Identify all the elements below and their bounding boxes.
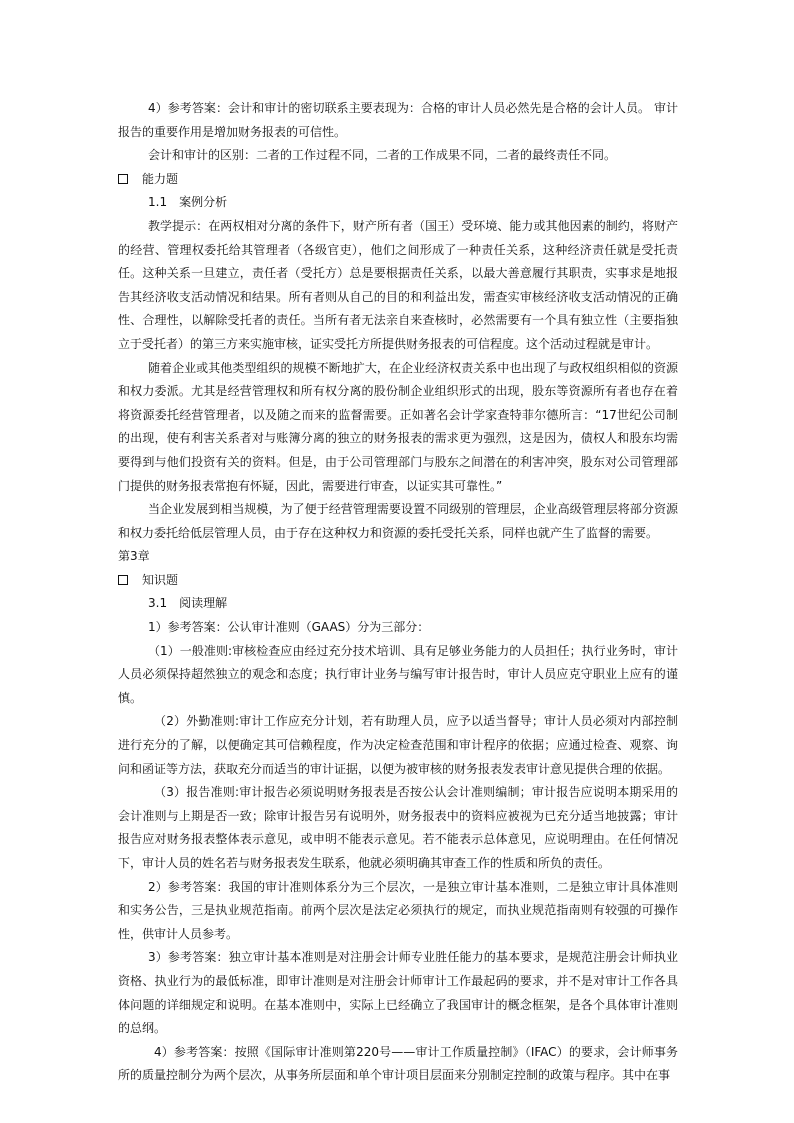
section-ability-label: 能力题 [142,171,179,186]
paragraph-general-standards: （1）一般准则:审核检查应由经过充分技术培训、具有足够业务能力的人员担任；执行业务时，审计人员必须保持超然独立的观念和态度；执行审计业务与编写审计报告时，审计人员应克守职业上应有的谨慎。 [118,643,678,705]
checkbox-square-icon [118,575,128,585]
paragraph-enterprise-scale: 随着企业或其他类型组织的规模不断地扩大，在企业经济权责关系中也出现了与政权组织相似的资源和权力委派。尤其是经营管理权和所有权分离的股份制企业组织形式的出现，股东等资源所有者也存在着将资源委托经营管理者，以及随之而来的监督需要。正如著名会计学家查特菲尔德所言：“17世纪公司制的出现，使有利害关系者对与账簿分离的独立的财务报表的需求更为强烈，这是因为，债权人和股东均需要得到与他们投资有关的资料。但是，由于公司管理部门与股东之间潜在的利害冲突，股东对公司管理部门提供的财务报表常抱有怀疑，因此，需要进行审查，以证实其可靠性。” [118,360,678,493]
paragraph-answer-3: 3）参考答案：独立审计基本准则是对注册会计师专业胜任能力的基本要求，是规范注册会计师执业资格、执业行为的最低标准，即审计准则是对注册会计师审计工作最起码的要求，并不是对审计工作各具体问题的详细规定和说明。在基本准则中，实际上已经确立了我国审计的概念框架，是各个具体审计准则的总纲。 [118,950,678,1036]
checkbox-square-icon [118,174,128,184]
chapter-heading: 第3章 [118,549,150,564]
paragraph-reporting-standards: （3）报告准则:审计报告必须说明财务报表是否按公认会计准则编制；审计报告应说明本期采用的会计准则与上期是否一致；除审计报告另有说明外，财务报表中的资料应被视为已充分适当地披露；审计报告应对财务报表整体表示意见，或申明不能表示意见。若不能表示总体意见，应说明理由。在任何情况下，审计人员的姓名若与财务报表发生联系，他就必须明确其审查工作的性质和所负的责任。 [118,785,678,870]
paragraph-management-levels: 当企业发展到相当规模，为了便于经营管理需要设置不同级别的管理层，企业高级管理层将部分资源和权力委托给低层管理人员，由于存在这种权力和资源的委托受托关系，同样也就产生了监督的需要。 [118,502,678,540]
paragraph-answer-4: 4）参考答案：会计和审计的密切联系主要表现为：合格的审计人员必然先是合格的会计人员。 审计报告的重要作用是增加财务报表的可信性。 [118,101,678,139]
paragraph-teaching-hint: 教学提示：在两权相对分离的条件下，财产所有者（国王）受环境、能力或其他因素的制约，将财产的经营、管理权委托给其管理者（各级官吏），他们之间形成了一种责任关系，这种经济责任就是受托责任。这种关系一旦建立，责任者（受托方）总是要根据责任关系，以最大善意履行其职责，实事求是地报告其经济收支活动情况和结果。所有者则从自己的目的和利益出发，需查实审核经济收支活动情况的正确性、合理性，以解除受托者的责任。当所有者无法亲自来查核时，必然需要有一个具有独立性（主要指独立于受托者）的第三方来实施审核，证实受托方所提供财务报表的可信程度。这个活动过程就是审计。 [118,218,678,351]
subsection-reading: 3.1 阅读理解 [148,596,228,611]
paragraph-fieldwork-standards: （2）外勤准则:审计工作应充分计划，若有助理人员，应予以适当督导；审计人员必须对内部控制进行充分的了解，以便确定其可信赖程度，作为决定检查范围和审计程序的依据；应通过检查、观察、询问和函证等方法，获取充分而适当的审计证据，以便为被审核的财务报表发表审计意见提供合理的依据。 [118,714,678,776]
section-ability [118,168,678,192]
section-knowledge [118,569,678,593]
paragraph-gaas: 1）参考答案：公认审计准则（GAAS）分为三部分： [148,620,430,635]
paragraph-answer-4-isa: 4）参考答案：按照《国际审计准则第220号——审计工作质量控制》（IFAC）的要求，会计师事务所的质量控制分为两个层次，从事务所层面和单个审计项目层面来分别制定控制的政策与程序。其中在事 [118,1044,678,1083]
paragraph-answer-2: 2）参考答案：我国的审计准则体系分为三个层次，一是独立审计基本准则，二是独立审计具体准则和实务公告，三是执业规范指南。前两个层次是法定必须执行的规定，而执业规范指南则有较强的可操作性，供审计人员参考。 [118,879,678,941]
section-knowledge-label: 知识题 [142,572,179,587]
subsection-case-analysis: 1.1 案例分析 [148,195,228,210]
paragraph-difference: 会计和审计的区别：二者的工作过程不同，二者的工作成果不同，二者的最终责任不同。 [148,148,617,163]
